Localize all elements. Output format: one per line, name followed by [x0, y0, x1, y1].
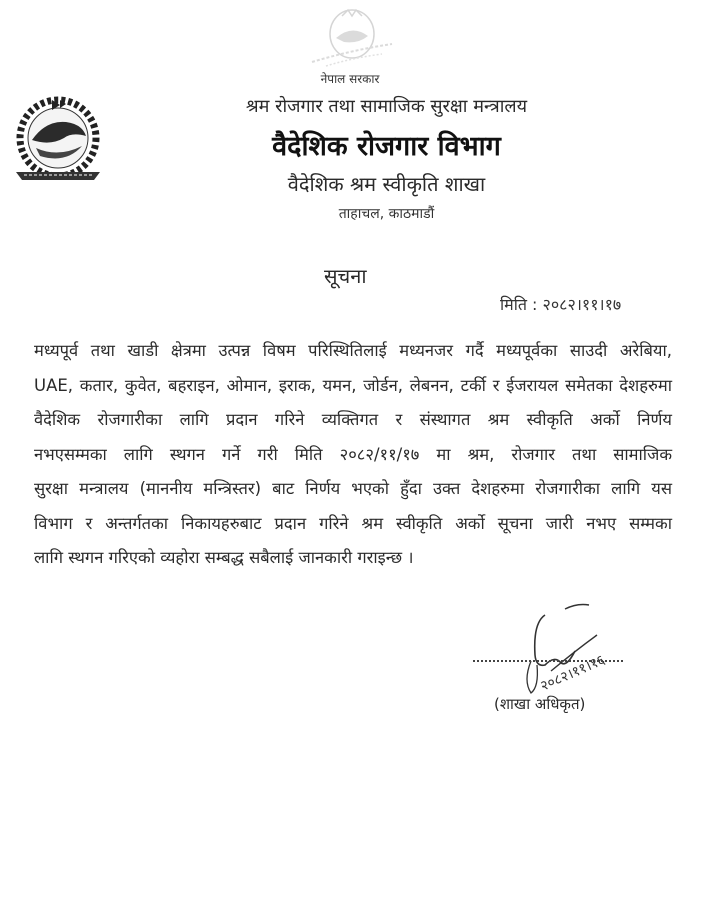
handwritten-signature-icon — [505, 595, 655, 705]
body-line: लागि स्थगन गरिएको व्यहोरा सम्बद्ध सबैलाई जानकारी गराइन्छ । — [34, 548, 414, 567]
signatory-title: (शाखा अधिकृत) — [494, 695, 586, 713]
body-line: विभाग र अन्तर्गतका निकायहरुबाट प्रदान गरिने श्रम स्वीकृति अर्को सूचना जारी नभए सम्मका — [34, 513, 672, 533]
notice-body — [34, 334, 672, 576]
notice-date — [500, 293, 621, 315]
date-label: मिति : — [500, 295, 538, 314]
body-line: UAE, कतार, कुवेत, बहराइन, ओमान, इराक, यमन, जोर्डन, लेबनन, टर्की र ईजरायल समेतका देशहरुमा — [34, 375, 672, 395]
date-value: २०८२।११।१७ — [542, 295, 622, 314]
government-name: नेपाल सरकार — [320, 72, 380, 86]
nepal-emblem-watermark-icon — [292, 4, 412, 72]
body-line: नभएसम्मका लागि स्थगन गर्ने गरी मिति २०८२/११/१७ मा श्रम, रोजगार तथा सामाजिक — [34, 444, 672, 464]
notice-title: सूचना — [324, 264, 367, 288]
branch-name: वैदेशिक श्रम स्वीकृति शाखा — [287, 172, 486, 196]
department-name: वैदेशिक रोजगार विभाग — [272, 131, 501, 162]
ministry-name: श्रम रोजगार तथा सामाजिक सुरक्षा मन्त्रालय — [245, 96, 528, 117]
signature-line — [473, 660, 623, 662]
body-line: वैदेशिक रोजगारीका लागि प्रदान गरिने व्यक्तिगत र संस्थागत श्रम स्वीकृति अर्को निर्णय — [34, 410, 672, 429]
body-line: सुरक्षा मन्त्रालय (माननीय मन्त्रिस्तर) बाट निर्णय भएको हुँदा उक्त देशहरुमा रोजगारीका लागि यस — [34, 479, 672, 498]
office-address: ताहाचल, काठमाडौं — [338, 206, 435, 222]
body-line: मध्यपूर्व तथा खाडी क्षेत्रमा उत्पन्न विषम परिस्थितिलाई मध्यनजर गर्दै मध्यपूर्वका साउदी अरेबिया, — [34, 341, 672, 360]
signature-date: २०८२।११।१६ — [538, 652, 608, 695]
